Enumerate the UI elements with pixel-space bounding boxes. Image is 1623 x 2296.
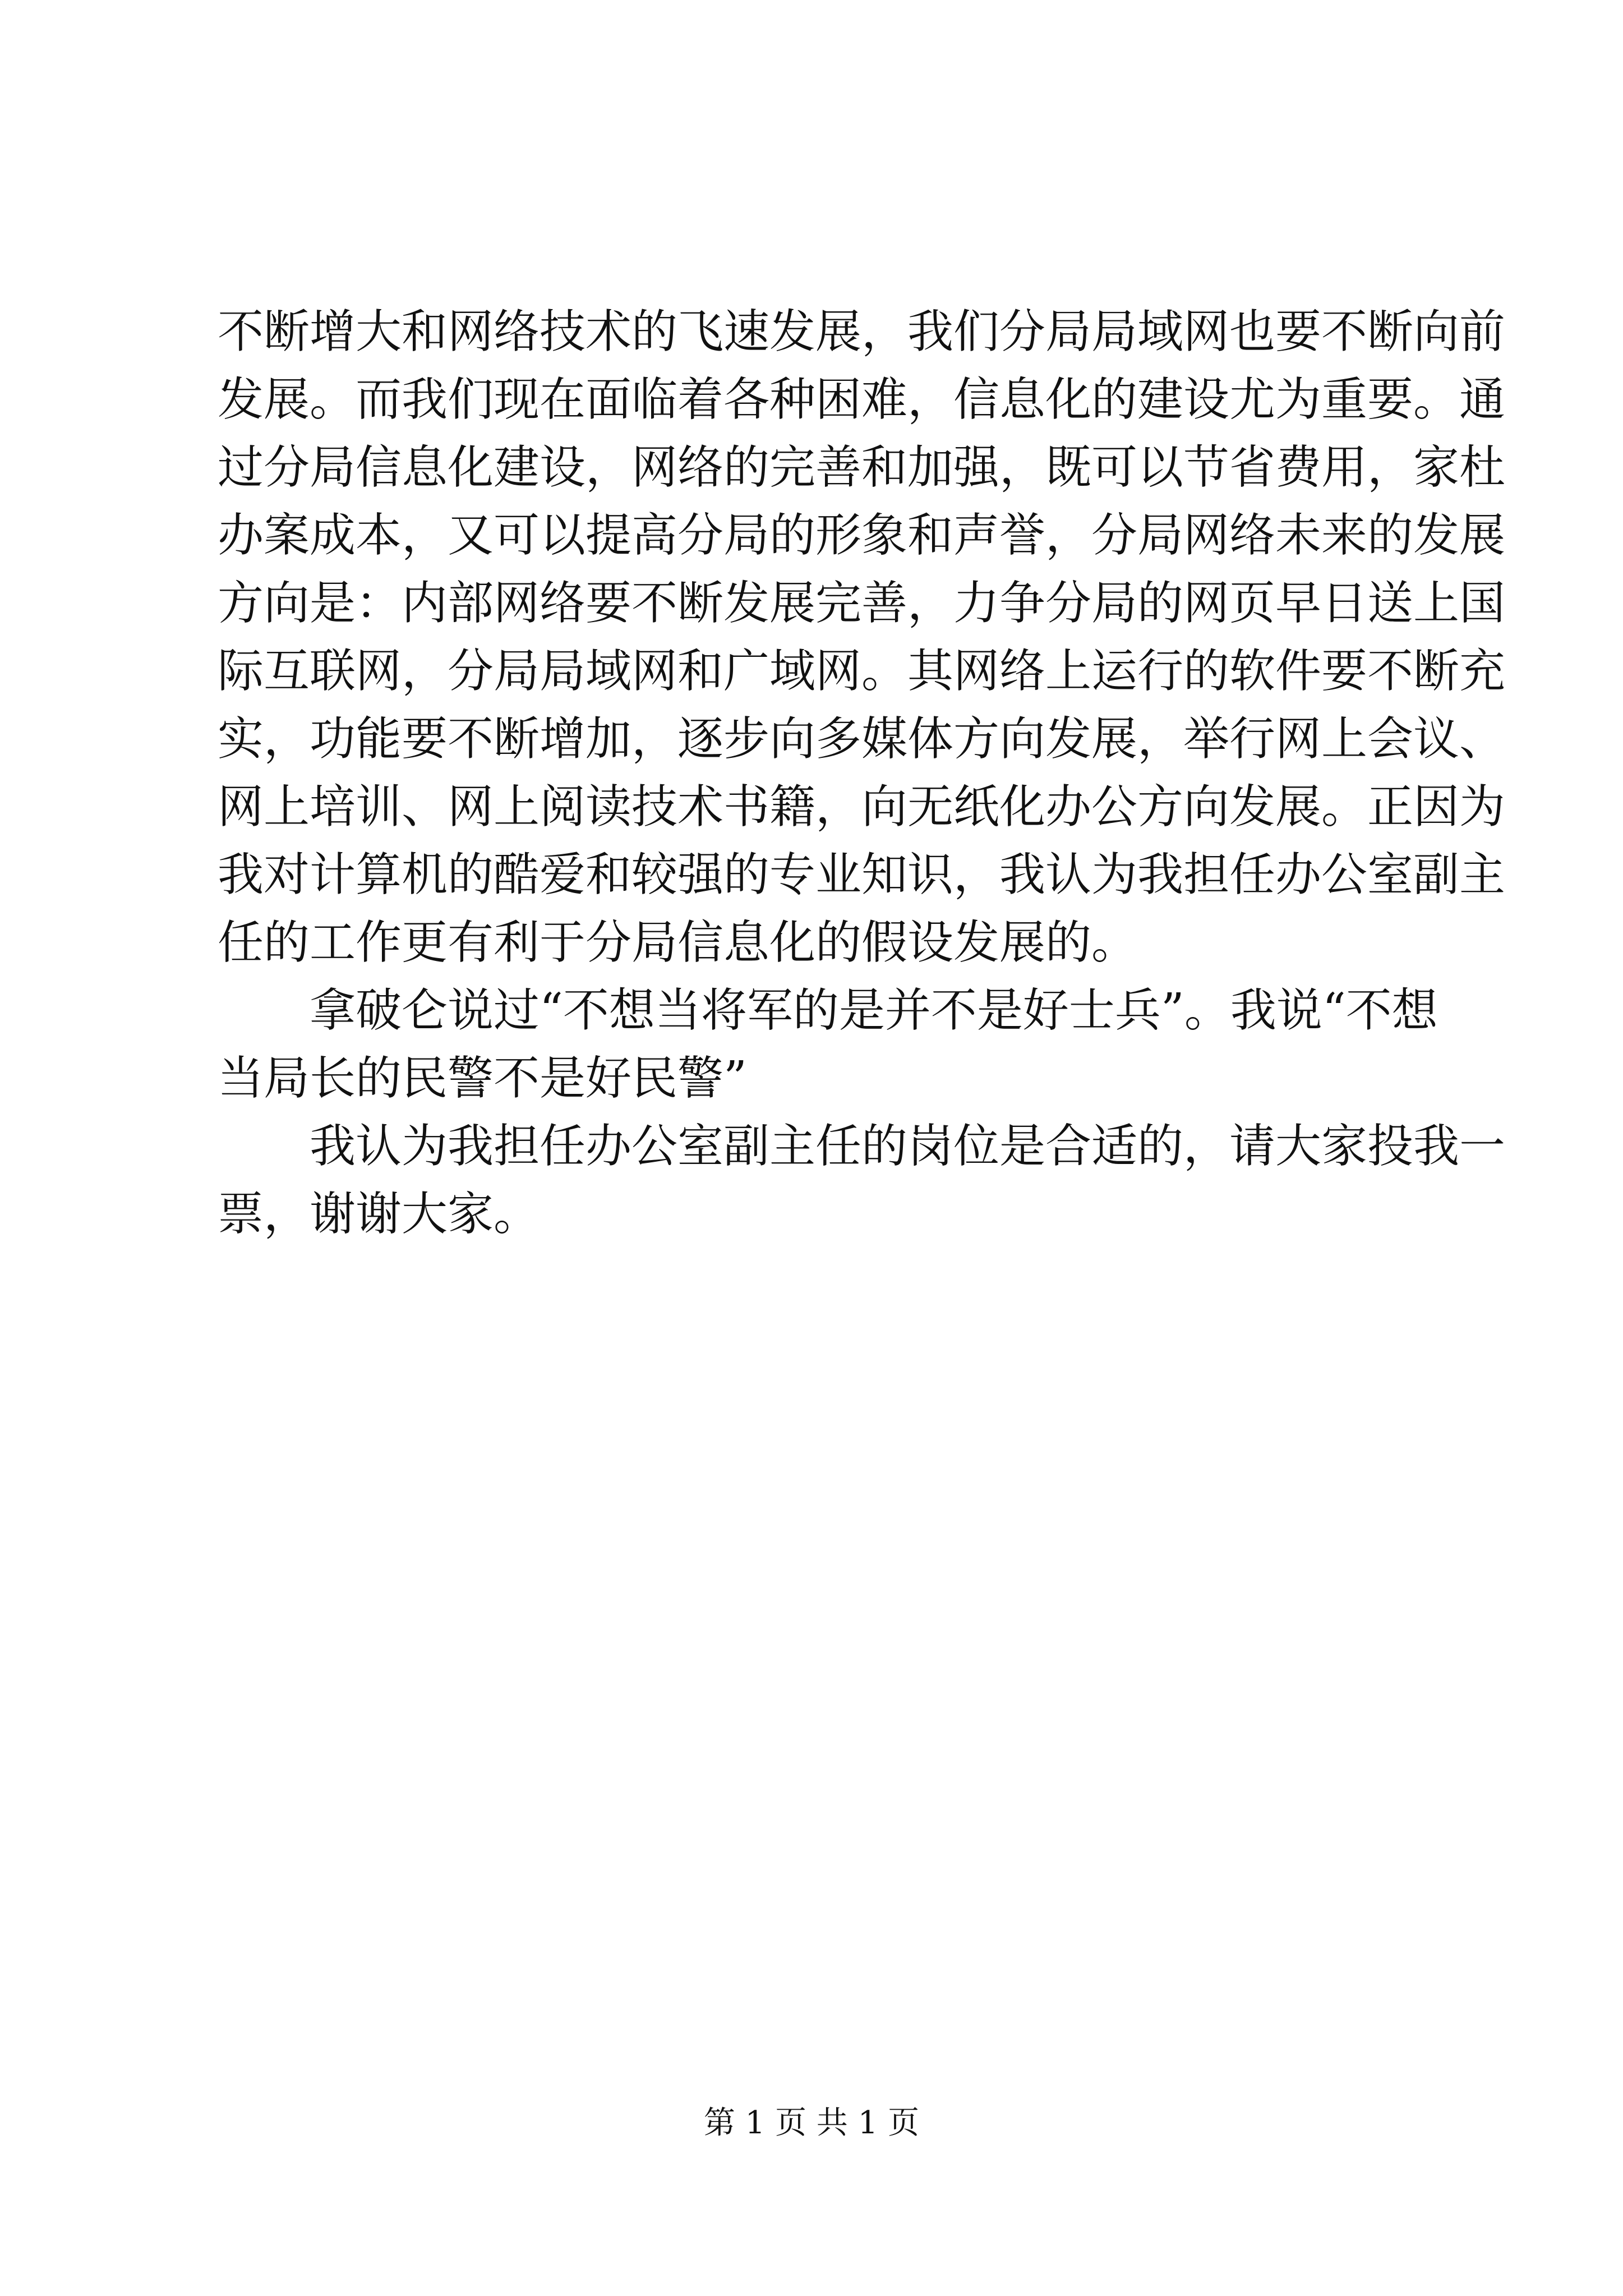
- paragraph-line: 网上培训、网上阅读技术书籍，向无纸化办公方向发展。正因为: [218, 780, 1506, 834]
- paragraph-line: 方向是：内部网络要不断发展完善，力争分局的网页早日送上国: [218, 577, 1506, 630]
- paragraph-line: 票，谢谢大家。: [218, 1188, 540, 1241]
- paragraph-line: 我认为我担任办公室副主任的岗位是合适的，请大家投我一: [310, 1120, 1506, 1173]
- paragraph-line: 发展。而我们现在面临着各种困难，信息化的建设尤为重要。通: [218, 373, 1506, 426]
- paragraph-line: 当局长的民警不是好民警”: [218, 1052, 747, 1105]
- paragraph-line: 任的工作更有利于分局信息化的假设发展的。: [218, 916, 1138, 969]
- paragraph-line: 办案成本，又可以提高分局的形象和声誉，分局网络未来的发展: [218, 509, 1506, 562]
- paragraph-line: 际互联网，分局局域网和广域网。其网络上运行的软件要不断充: [218, 645, 1506, 698]
- page-number-footer: 第 1 页 共 1 页: [703, 2105, 920, 2141]
- paragraph-line: 我对计算机的酷爱和较强的专业知识，我认为我担任办公室副主: [218, 848, 1506, 901]
- paragraph-line: 拿破仑说过“不想当将军的是并不是好士兵”。我说“不想: [310, 984, 1438, 1037]
- paragraph-line: 过分局信息化建设，网络的完善和加强，既可以节省费用，家杜: [218, 441, 1506, 494]
- paragraph-line: 不断增大和网络技术的飞速发展，我们分局局域网也要不断向前: [218, 305, 1506, 358]
- paragraph-line: 实，功能要不断增加，逐步向多媒体方向发展，举行网上会议、: [218, 712, 1506, 766]
